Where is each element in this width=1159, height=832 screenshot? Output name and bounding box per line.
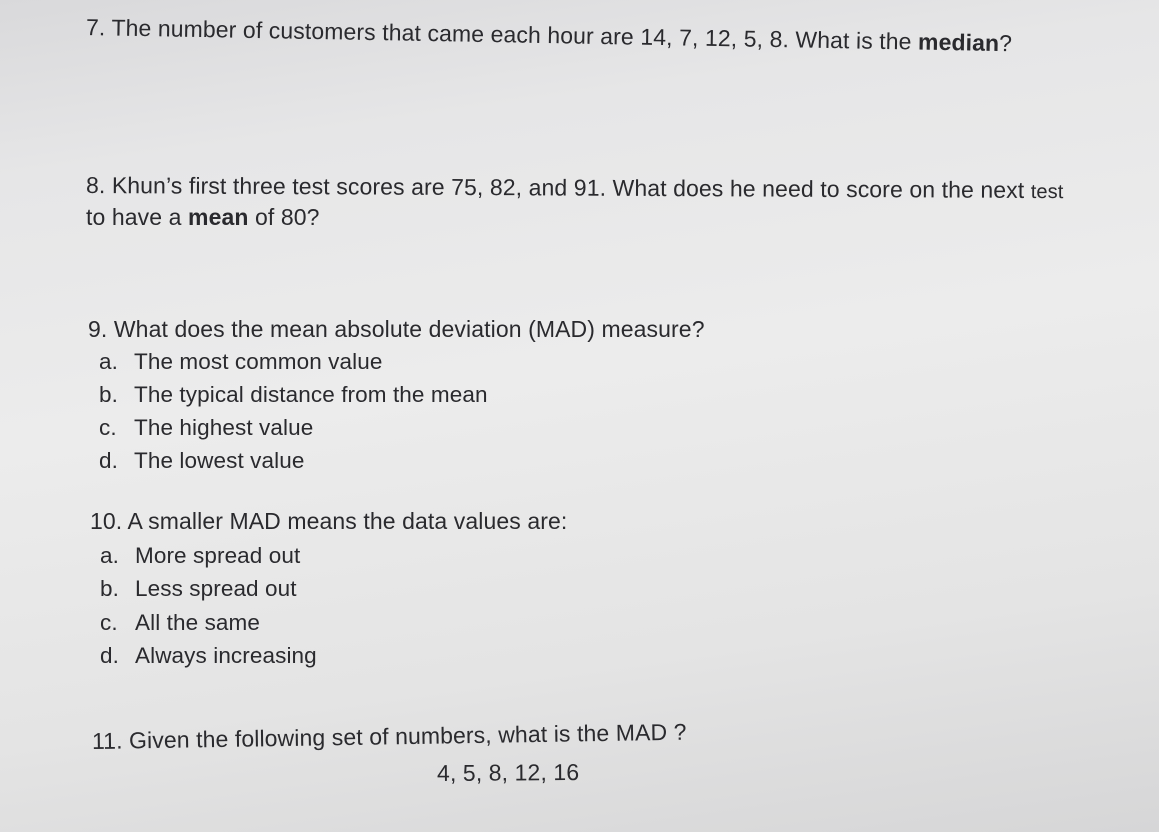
option-text: Less spread out	[135, 576, 297, 601]
question-8-line-2	[86, 204, 320, 231]
question-7	[86, 14, 1013, 57]
question-8-line-1-end: test	[1030, 180, 1064, 204]
question-9: 9. What does the mean absolute deviation (MAD) measure?	[88, 316, 705, 342]
question-9-option-a	[99, 349, 382, 375]
question-9-option-b	[99, 382, 488, 408]
option-letter: a.	[99, 349, 118, 374]
question-8-line-1	[86, 172, 1064, 204]
question-10: 10. A smaller MAD means the data values are:	[90, 508, 568, 534]
question-9-option-d	[99, 448, 304, 474]
option-text: The highest value	[134, 415, 314, 440]
question-11: 11. Given the following set of numbers, what is the MAD ?	[91, 718, 687, 754]
question-10-option-d	[100, 643, 317, 669]
option-text: The typical distance from the mean	[134, 382, 488, 407]
question-11-number-set: 4, 5, 8, 12, 16	[436, 759, 580, 786]
option-letter: a.	[100, 543, 119, 568]
option-text: The most common value	[134, 349, 383, 374]
question-8-line-2-start: to have a	[86, 204, 189, 230]
question-8-text: 8. Khun’s first three test scores are 75, 82, and 91. What does he need to score on the next	[85, 172, 1031, 203]
question-7-end: ?	[998, 29, 1013, 57]
option-letter: b.	[100, 576, 119, 601]
option-letter: d.	[99, 448, 118, 473]
question-7-emphasis: median	[917, 28, 1000, 56]
option-text: All the same	[135, 610, 261, 635]
question-8-line-2-end: of 80?	[248, 204, 320, 230]
question-10-option-c	[100, 610, 260, 636]
option-letter: c.	[99, 415, 117, 440]
option-letter: c.	[100, 610, 118, 635]
option-letter: b.	[99, 382, 118, 407]
question-8-emphasis: mean	[188, 204, 249, 230]
question-7-text: 7. The number of customers that came each hour are 14, 7, 12, 5, 8. What is the	[85, 14, 919, 55]
option-letter: d.	[100, 643, 119, 668]
option-text: More spread out	[135, 543, 301, 568]
question-9-option-c	[99, 415, 313, 441]
question-10-option-a	[100, 543, 300, 569]
question-10-option-b	[100, 576, 297, 602]
option-text: The lowest value	[134, 448, 305, 473]
option-text: Always increasing	[135, 643, 317, 668]
